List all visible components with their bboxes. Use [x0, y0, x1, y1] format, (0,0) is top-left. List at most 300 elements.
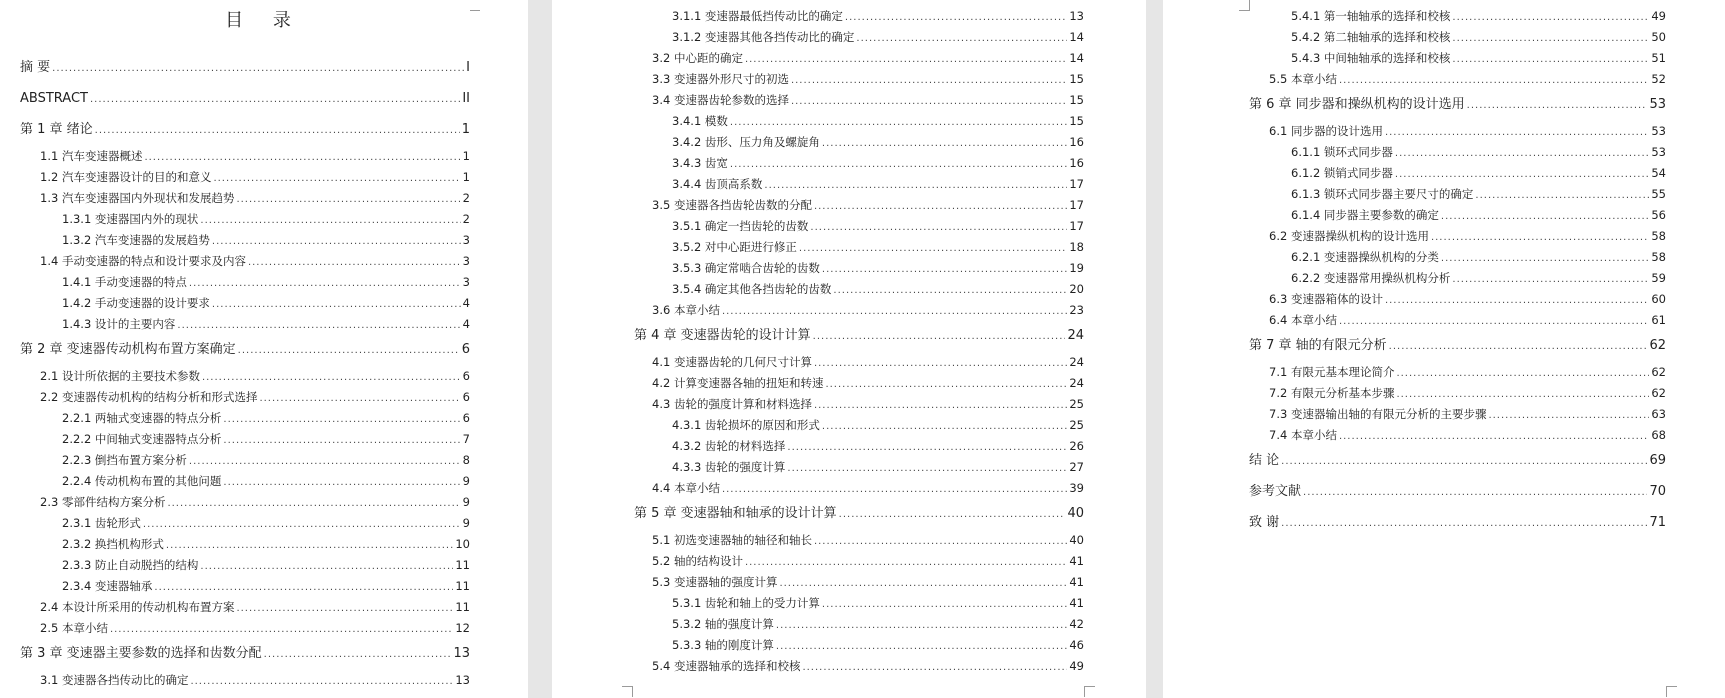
toc-entry-label: 6.1.3 锁环式同步器主要尺寸的确定	[1291, 187, 1474, 201]
toc-entry[interactable]	[1269, 71, 1666, 87]
toc-entry-page-number: 15	[1069, 93, 1084, 107]
toc-entry-label: 2.2.1 两轴式变速器的特点分析	[62, 411, 222, 425]
dot-leader	[1452, 272, 1649, 288]
toc-entry[interactable]	[1269, 228, 1666, 244]
dot-leader	[1467, 98, 1648, 114]
toc-entry-page-number: 17	[1069, 198, 1084, 212]
toc-entry-label: 1.4.3 设计的主要内容	[62, 317, 176, 331]
dot-leader	[1385, 293, 1649, 309]
toc-entry-page-number: 40	[1069, 533, 1084, 547]
dot-leader	[814, 199, 1067, 215]
toc-entry-label: 5.1 初选变速器轴的轴径和轴长	[652, 533, 812, 547]
toc-entry-page-number: 10	[455, 537, 470, 551]
toc-entry[interactable]	[652, 553, 1084, 569]
toc-entry[interactable]	[652, 197, 1084, 213]
dot-leader	[856, 31, 1067, 47]
toc-entry[interactable]	[672, 616, 1084, 632]
toc-entry-page-number: 39	[1069, 481, 1084, 495]
dot-leader	[822, 597, 1067, 613]
toc-entry[interactable]	[672, 155, 1084, 171]
toc-entry[interactable]	[1249, 484, 1666, 500]
dot-leader	[779, 576, 1067, 592]
toc-entry-page-number: 2	[462, 191, 470, 205]
toc-entry-label: 3.5.4 确定其他各挡齿轮的齿数	[672, 282, 832, 296]
toc-entry-page-number: 4	[462, 317, 470, 331]
toc-entry-page-number: 1	[461, 122, 470, 137]
dot-leader	[814, 398, 1067, 414]
dot-leader	[248, 255, 461, 271]
toc-entry[interactable]	[1249, 515, 1666, 531]
toc-entry-page-number: 41	[1069, 575, 1084, 589]
toc-entry-page-number: 8	[462, 453, 470, 467]
page-corner-mark	[1239, 0, 1250, 11]
toc-entry[interactable]	[40, 599, 470, 615]
toc-entry-page-number: 63	[1651, 407, 1666, 421]
dot-leader	[213, 171, 460, 187]
toc-entry-label: 4.3.2 齿轮的材料选择	[672, 439, 786, 453]
toc-entry-page-number: 70	[1649, 484, 1666, 499]
toc-entry-page-number: 16	[1069, 135, 1084, 149]
toc-entry[interactable]	[672, 637, 1084, 653]
dot-leader	[144, 150, 460, 166]
toc-entry[interactable]	[1269, 312, 1666, 328]
toc-entry[interactable]	[672, 281, 1084, 297]
toc-entry-page-number: 6	[462, 369, 470, 383]
toc-entry[interactable]	[62, 473, 470, 489]
dot-leader	[1281, 454, 1647, 470]
toc-entry-page-number: 6	[462, 390, 470, 404]
toc-entry-label: 7.4 本章小结	[1269, 428, 1337, 442]
dot-leader	[1339, 314, 1649, 330]
toc-entry-label: 3.5.2 对中心距进行修正	[672, 240, 797, 254]
toc-entry-page-number: 7	[462, 432, 470, 446]
toc-entry-label: 2.3.3 防止自动脱挡的结构	[62, 558, 199, 572]
toc-entry-label: 5.3.2 轴的强度计算	[672, 617, 774, 631]
toc-entry-page-number: 54	[1651, 166, 1666, 180]
toc-entry-label: 6.4 本章小结	[1269, 313, 1337, 327]
toc-entry-label: 2.2.2 中间轴式变速器特点分析	[62, 432, 222, 446]
toc-entry-page-number: 1	[462, 149, 470, 163]
toc-entry-page-number: 17	[1069, 219, 1084, 233]
toc-entry-page-number: II	[462, 91, 470, 106]
toc-entry[interactable]	[40, 253, 470, 269]
dot-leader	[1303, 485, 1647, 501]
toc-entry-label: 4.3.1 齿轮损坏的原因和形式	[672, 418, 820, 432]
dot-leader	[810, 220, 1067, 236]
toc-entry-label: 1.4 手动变速器的特点和设计要求及内容	[40, 254, 246, 268]
toc-entry-page-number: 58	[1651, 250, 1666, 264]
toc-entry-page-number: 24	[1069, 355, 1084, 369]
toc-entry-label: 5.5 本章小结	[1269, 72, 1337, 86]
toc-entry[interactable]	[652, 92, 1084, 108]
dot-leader	[95, 123, 460, 139]
toc-entry[interactable]	[1269, 427, 1666, 443]
toc-entry[interactable]	[1269, 406, 1666, 422]
toc-entry[interactable]	[20, 60, 470, 76]
toc-entry-page-number: 14	[1069, 30, 1084, 44]
dot-leader	[52, 61, 464, 77]
toc-entry[interactable]	[40, 494, 470, 510]
toc-entry-label: 2.2 变速器传动机构的结构分析和形式选择	[40, 390, 258, 404]
dot-leader	[1452, 52, 1649, 68]
toc-entry-page-number: 69	[1649, 453, 1666, 468]
toc-entry[interactable]	[652, 354, 1084, 370]
toc-entry-label: 3.6 本章小结	[652, 303, 720, 317]
toc-page-3	[1163, 0, 1725, 698]
toc-entry[interactable]	[62, 578, 470, 594]
toc-entry-page-number: 62	[1651, 386, 1666, 400]
dot-leader	[822, 262, 1067, 278]
toc-entry[interactable]	[652, 658, 1084, 674]
dot-leader	[730, 115, 1067, 131]
dot-leader	[1431, 230, 1649, 246]
dot-leader	[238, 343, 460, 359]
toc-entry-label: 2.3.4 变速器轴承	[62, 579, 153, 593]
toc-entry[interactable]	[672, 595, 1084, 611]
toc-entry-page-number: 53	[1651, 145, 1666, 159]
dot-leader	[776, 618, 1067, 634]
dot-leader	[776, 639, 1067, 655]
toc-entry[interactable]	[1291, 207, 1666, 223]
toc-entry-label: 3.4.1 模数	[672, 114, 728, 128]
dot-leader	[791, 73, 1067, 89]
dot-leader	[833, 283, 1067, 299]
toc-entry-page-number: 17	[1069, 177, 1084, 191]
toc-entry[interactable]	[1291, 29, 1666, 45]
toc-entry[interactable]	[62, 536, 470, 552]
toc-entry-label: 第 2 章 变速器传动机构布置方案确定	[20, 342, 236, 357]
toc-entry[interactable]	[20, 342, 470, 358]
toc-entry-page-number: 20	[1069, 282, 1084, 296]
toc-entry[interactable]	[62, 410, 470, 426]
toc-entry-label: 2.3.2 换挡机构形式	[62, 537, 164, 551]
toc-entry-label: 6.1.4 同步器主要参数的确定	[1291, 208, 1439, 222]
toc-entry[interactable]	[40, 672, 470, 688]
dot-leader	[722, 304, 1067, 320]
toc-entry-page-number: 18	[1069, 240, 1084, 254]
dot-leader	[787, 440, 1067, 456]
toc-entry-page-number: 4	[462, 296, 470, 310]
toc-entry-label: 5.3.1 齿轮和轴上的受力计算	[672, 596, 820, 610]
dot-leader	[822, 419, 1067, 435]
toc-entry-label: 6.2.1 变速器操纵机构的分类	[1291, 250, 1439, 264]
toc-entry-page-number: 27	[1069, 460, 1084, 474]
dot-leader	[730, 157, 1067, 173]
dot-leader	[200, 559, 453, 575]
toc-entry-page-number: 40	[1067, 506, 1084, 521]
dot-leader	[1396, 366, 1649, 382]
toc-entry-label: 结 论	[1249, 453, 1280, 468]
toc-entry-page-number: 61	[1651, 313, 1666, 327]
toc-entry[interactable]	[40, 368, 470, 384]
dot-leader	[1385, 125, 1649, 141]
toc-entry[interactable]	[672, 8, 1084, 24]
toc-entry-page-number: 15	[1069, 114, 1084, 128]
toc-entry-label: 3.5.1 确定一挡齿轮的齿数	[672, 219, 809, 233]
toc-entry-page-number: 55	[1651, 187, 1666, 201]
dot-leader	[1452, 10, 1649, 26]
toc-page-1	[0, 0, 528, 698]
toc-entry-page-number: 6	[461, 342, 470, 357]
toc-entry-label: 3.5 变速器各挡齿轮齿数的分配	[652, 198, 812, 212]
toc-entry[interactable]	[1269, 291, 1666, 307]
dot-leader	[177, 318, 460, 334]
toc-entry[interactable]	[634, 506, 1084, 522]
page-corner-mark	[470, 0, 480, 11]
dot-leader	[1339, 73, 1649, 89]
toc-entry-label: 4.3 齿轮的强度计算和材料选择	[652, 397, 812, 411]
toc-entry-label: 1.2 汽车变速器设计的目的和意义	[40, 170, 212, 184]
toc-entry[interactable]	[1291, 249, 1666, 265]
dot-leader	[143, 517, 461, 533]
dot-leader	[259, 391, 460, 407]
dot-leader	[822, 136, 1067, 152]
toc-entry-label: 5.4.3 中间轴轴承的选择和校核	[1291, 51, 1451, 65]
toc-entry-label: 6.2 变速器操纵机构的设计选用	[1269, 229, 1429, 243]
toc-entry-page-number: 9	[462, 516, 470, 530]
dot-leader	[799, 241, 1067, 257]
dot-leader	[825, 377, 1067, 393]
toc-entry-page-number: 19	[1069, 261, 1084, 275]
toc-entry-label: 1.3 汽车变速器国内外现状和发展趋势	[40, 191, 235, 205]
toc-entry-page-number: 14	[1069, 51, 1084, 65]
toc-entry-page-number: 42	[1069, 617, 1084, 631]
toc-entry-label: 3.4 变速器齿轮参数的选择	[652, 93, 789, 107]
toc-entry-page-number: 26	[1069, 439, 1084, 453]
toc-entry[interactable]	[652, 574, 1084, 590]
page-corner-mark	[1084, 686, 1095, 697]
dot-leader	[814, 356, 1067, 372]
dot-leader	[166, 538, 453, 554]
toc-entry-page-number: 13	[455, 673, 470, 687]
toc-entry-page-number: 62	[1649, 338, 1666, 353]
toc-entry-label: 6.1 同步器的设计选用	[1269, 124, 1383, 138]
toc-entry-label: 1.4.1 手动变速器的特点	[62, 275, 187, 289]
toc-entry-label: 4.4 本章小结	[652, 481, 720, 495]
dot-leader	[839, 507, 1066, 523]
page-corner-mark	[1666, 686, 1677, 697]
toc-entry-label: 5.4.2 第二轴轴承的选择和校核	[1291, 30, 1451, 44]
toc-entry-page-number: 51	[1651, 51, 1666, 65]
toc-entry[interactable]	[672, 176, 1084, 192]
toc-entry-page-number: 11	[455, 558, 470, 572]
toc-entry[interactable]	[62, 295, 470, 311]
dot-leader	[1395, 146, 1649, 162]
dot-leader	[1488, 408, 1649, 424]
dot-leader	[1452, 31, 1649, 47]
toc-entry[interactable]	[62, 211, 470, 227]
toc-entry[interactable]	[672, 239, 1084, 255]
toc-entry-label: 2.5 本章小结	[40, 621, 108, 635]
toc-entry[interactable]	[652, 50, 1084, 66]
toc-entry-page-number: 41	[1069, 554, 1084, 568]
toc-entry-page-number: 2	[462, 212, 470, 226]
toc-entry[interactable]	[1291, 270, 1666, 286]
toc-entry-page-number: 16	[1069, 156, 1084, 170]
toc-entry-page-number: 56	[1651, 208, 1666, 222]
toc-entry[interactable]	[1249, 338, 1666, 354]
toc-entry-page-number: 53	[1651, 124, 1666, 138]
toc-entry-label: 3.5.3 确定常啮合齿轮的齿数	[672, 261, 820, 275]
toc-entry-label: 3.1.2 变速器其他各挡传动比的确定	[672, 30, 855, 44]
toc-entry[interactable]	[1269, 385, 1666, 401]
toc-entry-page-number: 68	[1651, 428, 1666, 442]
toc-entry[interactable]	[1269, 364, 1666, 380]
toc-entry-page-number: 9	[462, 474, 470, 488]
dot-leader	[167, 496, 460, 512]
toc-entry[interactable]	[40, 389, 470, 405]
dot-leader	[189, 454, 461, 470]
toc-entry-label: 第 4 章 变速器齿轮的设计计算	[634, 328, 811, 343]
dot-leader	[745, 555, 1067, 571]
toc-entry[interactable]	[40, 190, 470, 206]
dot-leader	[1395, 167, 1649, 183]
toc-entry[interactable]	[62, 515, 470, 531]
toc-entry[interactable]	[652, 532, 1084, 548]
toc-entry[interactable]	[672, 29, 1084, 45]
toc-entry[interactable]	[1291, 50, 1666, 66]
toc-entry[interactable]	[40, 169, 470, 185]
toc-entry-page-number: 11	[455, 579, 470, 593]
toc-entry[interactable]	[672, 218, 1084, 234]
toc-entry-label: 第 7 章 轴的有限元分析	[1249, 338, 1387, 353]
page-corner-mark	[622, 686, 633, 697]
toc-entry[interactable]	[652, 302, 1084, 318]
dot-leader	[813, 329, 1066, 345]
toc-entry[interactable]	[672, 113, 1084, 129]
dot-leader	[200, 213, 460, 229]
dot-leader	[814, 534, 1067, 550]
dot-leader	[1339, 429, 1649, 445]
toc-entry-label: 第 1 章 绪论	[20, 122, 93, 137]
dot-leader	[1475, 188, 1649, 204]
toc-entry-label: 3.1.1 变速器最低挡传动比的确定	[672, 9, 843, 23]
toc-entry-label: 1.3.2 汽车变速器的发展趋势	[62, 233, 210, 247]
toc-entry-label: 2.4 本设计所采用的传动机构布置方案	[40, 600, 235, 614]
toc-entry[interactable]	[1291, 165, 1666, 181]
toc-entry[interactable]	[1249, 97, 1666, 113]
dot-leader	[1281, 516, 1647, 532]
toc-entry[interactable]	[652, 71, 1084, 87]
toc-entry[interactable]	[672, 438, 1084, 454]
toc-entry-label: 5.4 变速器轴承的选择和校核	[652, 659, 801, 673]
toc-entry-page-number: 52	[1651, 72, 1666, 86]
toc-entry-page-number: 50	[1651, 30, 1666, 44]
toc-entry[interactable]	[40, 620, 470, 636]
toc-entry-page-number: I	[466, 60, 470, 75]
toc-entry-label: 2.3.1 齿轮形式	[62, 516, 141, 530]
dot-leader	[223, 433, 460, 449]
toc-entry[interactable]	[672, 417, 1084, 433]
toc-entry[interactable]	[20, 646, 470, 662]
toc-entry[interactable]	[40, 148, 470, 164]
toc-entry[interactable]	[672, 134, 1084, 150]
toc-entry-page-number: 62	[1651, 365, 1666, 379]
toc-entry-label: 7.1 有限元基本理论简介	[1269, 365, 1395, 379]
toc-entry[interactable]	[62, 316, 470, 332]
toc-entry-label: 2.2.4 传动机构布置的其他问题	[62, 474, 222, 488]
toc-entry[interactable]	[20, 122, 470, 138]
dot-leader	[223, 412, 460, 428]
dot-leader	[236, 192, 460, 208]
dot-leader	[791, 94, 1067, 110]
toc-entry-label: 3.4.2 齿形、压力角及螺旋角	[672, 135, 820, 149]
toc-entry[interactable]	[62, 232, 470, 248]
toc-entry[interactable]	[652, 375, 1084, 391]
toc-entry[interactable]	[62, 274, 470, 290]
toc-entry-label: 2.3 零部件结构方案分析	[40, 495, 166, 509]
toc-entry-page-number: 3	[462, 254, 470, 268]
toc-entry-label: 7.2 有限元分析基本步骤	[1269, 386, 1395, 400]
toc-entry-page-number: 46	[1069, 638, 1084, 652]
toc-entry[interactable]	[20, 91, 470, 107]
toc-entry[interactable]	[1269, 123, 1666, 139]
dot-leader	[264, 647, 452, 663]
toc-entry-page-number: 12	[455, 621, 470, 635]
dot-leader	[1396, 387, 1649, 403]
dot-leader	[223, 475, 460, 491]
toc-entry-label: 4.2 计算变速器各轴的扭矩和转速	[652, 376, 824, 390]
dot-leader	[1389, 339, 1648, 355]
toc-entry-page-number: 3	[462, 275, 470, 289]
toc-entry[interactable]	[1249, 453, 1666, 469]
toc-entry-label: 3.2 中心距的确定	[652, 51, 743, 65]
toc-entry-page-number: 49	[1651, 9, 1666, 23]
dot-leader	[1441, 209, 1649, 225]
toc-entry-label: 1.4.2 手动变速器的设计要求	[62, 296, 210, 310]
toc-entry[interactable]	[672, 260, 1084, 276]
toc-entry-page-number: 15	[1069, 72, 1084, 86]
dot-leader	[745, 52, 1067, 68]
toc-entry-label: 3.1 变速器各挡传动比的确定	[40, 673, 189, 687]
toc-entry-page-number: 59	[1651, 271, 1666, 285]
dot-leader	[764, 178, 1067, 194]
toc-entry[interactable]	[634, 328, 1084, 344]
toc-entry-label: 2.2.3 倒挡布置方案分析	[62, 453, 187, 467]
toc-entry[interactable]	[672, 459, 1084, 475]
toc-entry-label: 6.2.2 变速器常用操纵机构分析	[1291, 271, 1451, 285]
dot-leader	[110, 622, 453, 638]
toc-entry[interactable]	[62, 452, 470, 468]
toc-entry-label: 3.4.3 齿宽	[672, 156, 728, 170]
dot-leader	[212, 297, 461, 313]
toc-entry-page-number: 53	[1649, 97, 1666, 112]
toc-entry-label: 第 6 章 同步器和操纵机构的设计选用	[1249, 97, 1465, 112]
toc-entry-label: 6.1.2 锁销式同步器	[1291, 166, 1393, 180]
toc-entry-label: 1.1 汽车变速器概述	[40, 149, 143, 163]
toc-entry[interactable]	[1291, 186, 1666, 202]
toc-entry[interactable]	[1291, 8, 1666, 24]
toc-entry[interactable]	[652, 396, 1084, 412]
toc-entry-page-number: 49	[1069, 659, 1084, 673]
toc-entry[interactable]	[652, 480, 1084, 496]
toc-entry-page-number: 60	[1651, 292, 1666, 306]
toc-entry-page-number: 71	[1649, 515, 1666, 530]
dot-leader	[90, 92, 460, 108]
toc-entry-label: 致 谢	[1249, 515, 1280, 530]
toc-entry-page-number: 24	[1069, 376, 1084, 390]
dot-leader	[202, 370, 461, 386]
toc-entry-page-number: 23	[1069, 303, 1084, 317]
dot-leader	[802, 660, 1067, 676]
toc-entry[interactable]	[1291, 144, 1666, 160]
toc-entry-page-number: 58	[1651, 229, 1666, 243]
toc-entry[interactable]	[62, 557, 470, 573]
toc-entry-page-number: 24	[1067, 328, 1084, 343]
toc-entry-label: 5.4.1 第一轴轴承的选择和校核	[1291, 9, 1451, 23]
toc-entry-label: 3.3 变速器外形尺寸的初选	[652, 72, 789, 86]
toc-entry[interactable]	[62, 431, 470, 447]
